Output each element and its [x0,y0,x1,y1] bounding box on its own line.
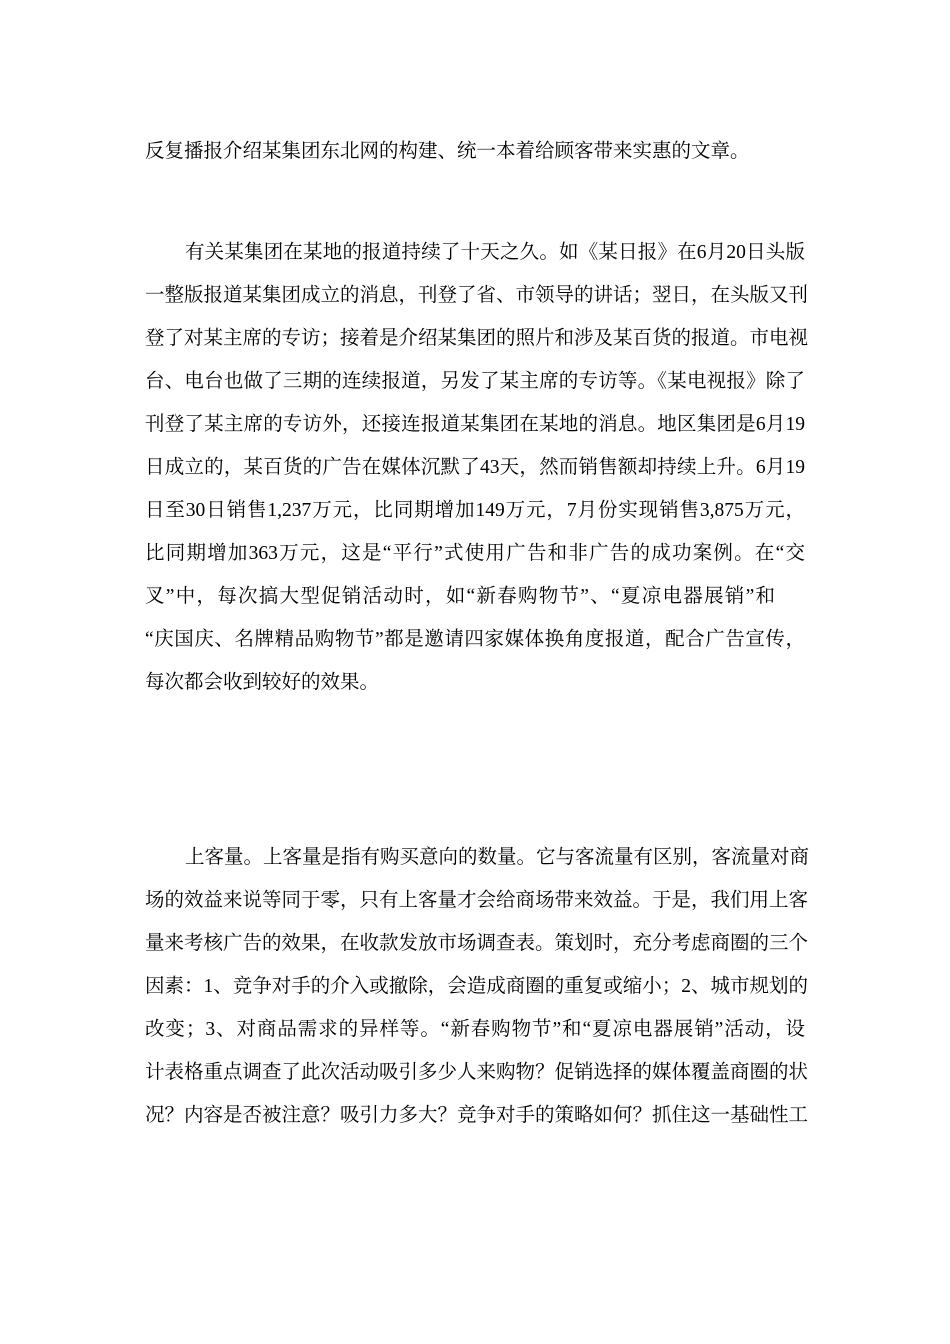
text-line: 有关某集团在某地的报道持续了十天之久。如《某日报》在6月20日头版 [185,242,805,263]
text-line: 台、电台也做了三期的连续报道，另发了某主席的专访等。《某电视报》除了 [145,371,805,392]
text-line: 日至30日销售1,237万元，比同期增加149万元，7月份实现销售3,875万元， [145,500,805,521]
text-line: 登了对某主席的专访；接着是介绍某集团的照片和涉及某百货的报道。市电视 [145,328,809,349]
text-line: 场的效益来说等同于零，只有上客量才会给商场带来效益。于是，我们用上客 [145,890,809,911]
text-line: 上客量。上客量是指有购买意向的数量。它与客流量有区别，客流量对商 [185,847,810,868]
text-line: 况？内容是否被注意？吸引力多大？竞争对手的策略如何？抓住这一基础性工 [145,1105,809,1126]
text-line: 因素：1、竞争对手的介入或撤除，会造成商圈的重复或缩小；2、城市规划的 [145,976,809,997]
text-line: 每次都会收到较好的效果。 [145,672,380,693]
text-line: “庆国庆、名牌精品购物节”都是邀请四家媒体换角度报道，配合广告宣传， [145,629,805,650]
text-line: 刊登了某主席的专访外，还接连报道某集团在某地的消息。地区集团是6月19 [145,414,805,435]
text-line: 反复播报介绍某集团东北网的构建、统一本着给顾客带来实惠的文章。 [145,141,750,162]
text-line: 改变；3、对商品需求的异样等。“新春购物节”和“夏凉电器展销”活动，设 [145,1019,805,1040]
text-line: 比同期增加363万元，这是“平行”式使用广告和非广告的成功案例。在“交 [145,543,805,564]
text-line: 日成立的，某百货的广告在媒体沉默了43天，然而销售额却持续上升。6月19 [145,457,805,478]
text-line: 一整版报道某集团成立的消息，刊登了省、市领导的讲话；翌日，在头版又刊 [145,285,809,306]
text-line: 量来考核广告的效果，在收款发放市场调查表。策划时，充分考虑商圈的三个 [145,933,809,954]
text-line: 计表格重点调查了此次活动吸引多少人来购物？促销选择的媒体覆盖商圈的状 [145,1062,809,1083]
text-line: 叉”中，每次搞大型促销活动时，如“新春购物节”、“夏凉电器展销”和 [145,586,775,607]
